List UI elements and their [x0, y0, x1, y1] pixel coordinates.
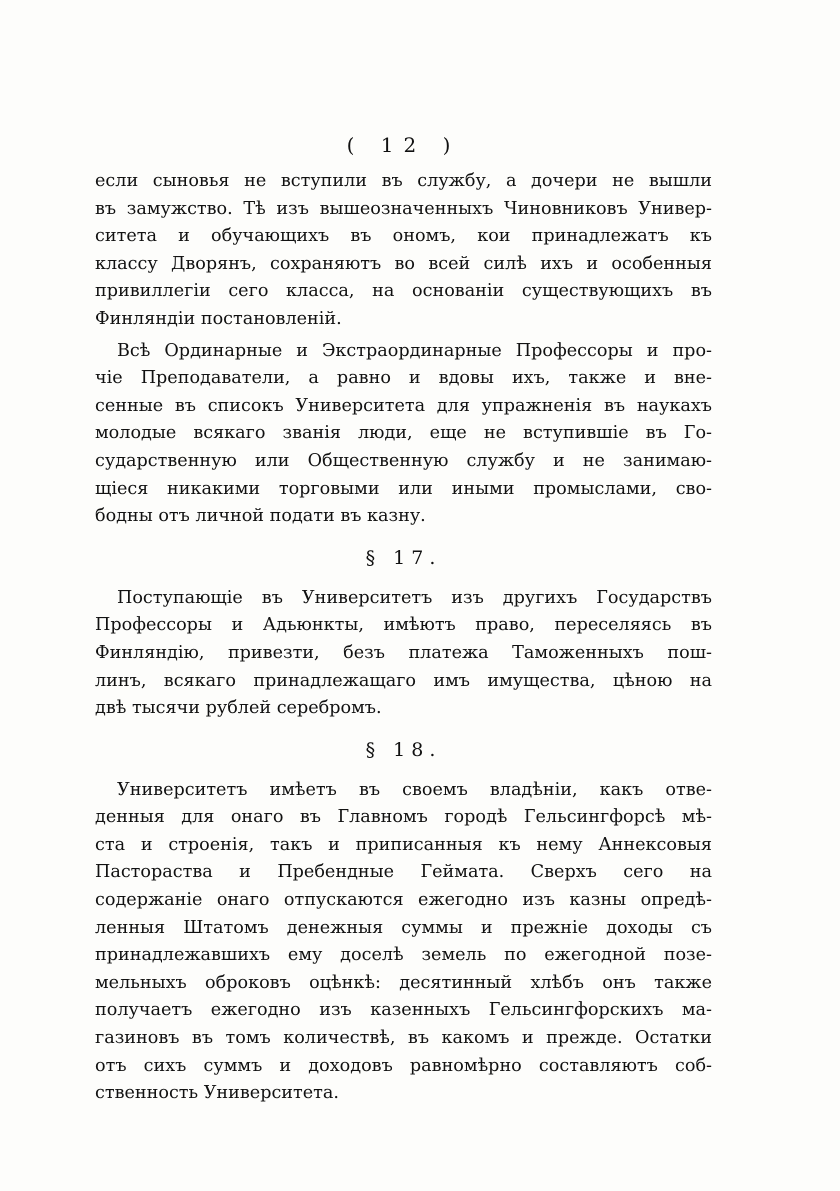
text-line: въ замужство. Тѣ изъ вышеозначенныхъ Чиновниковъ Универ-	[95, 198, 712, 219]
text-line: если сыновья не вступили въ службу, а дочери не вышли	[95, 171, 712, 191]
text-line: бодны отъ личной подати въ казну.	[95, 506, 426, 527]
text-line: Всѣ Ординарные и Экстраординарные Профессоры и про-	[117, 340, 712, 361]
text-line: ственность Университета.	[95, 1083, 339, 1104]
text-line: линъ, всякаго принадлежащаго имъ имущества, цѣною на	[95, 670, 712, 691]
paragraph-section-17	[95, 585, 712, 723]
text-line: двѣ тысячи рублей серебромъ.	[95, 698, 382, 719]
text-line: получаетъ ежегодно изъ казенныхъ Гельсингфорскихъ ма-	[95, 1000, 712, 1021]
paragraph-continuation	[95, 168, 712, 334]
text-line: сударственную или Общественную службу и не занимаю-	[95, 450, 712, 471]
text-line: Университетъ имѣетъ въ своемъ владѣніи, какъ отве-	[117, 779, 712, 800]
text-line: Финляндію, привезти, безъ платежа Таможенныхъ пош-	[95, 642, 712, 663]
page-number: ( 12 )	[346, 133, 461, 157]
text-line: принадлежавшихъ ему доселѣ земель по ежегодной позе-	[95, 945, 712, 966]
text-line: щіеся никакими торговыми или иными промыслами, сво-	[95, 478, 712, 499]
text-line: отъ сихъ суммъ и доходовъ равномѣрно составляютъ соб-	[95, 1055, 712, 1076]
text-line: денныя для онаго въ Главномъ городѣ Гельсингфорсѣ мѣ-	[95, 807, 712, 828]
paragraph-section-18	[95, 777, 712, 1108]
text-line: ситета и обучающихъ въ ономъ, кои принадлежатъ къ	[95, 226, 712, 247]
text-line: ленныя Штатомъ денежныя суммы и прежніе доходы съ	[95, 917, 712, 938]
text-line: газиновъ въ томъ количествѣ, въ какомъ и прежде. Остатки	[95, 1028, 712, 1049]
section-heading-17: § 17.	[365, 546, 442, 569]
section-heading-18: § 18.	[365, 738, 442, 761]
text-line: чіе Преподаватели, а равно и вдовы ихъ, также и вне-	[95, 368, 712, 389]
text-line: мельныхъ оброковъ оцѣнкѣ: десятинный хлѣбъ онъ также	[95, 972, 712, 993]
text-line: Финляндіи постановленій.	[95, 308, 342, 329]
text-line: Пастораства и Пребендные Геймата. Сверхъ сего на	[95, 862, 712, 883]
text-line: привиллегіи сего класса, на основаніи существующихъ въ	[95, 281, 712, 302]
text-line: ста и строенія, такъ и приписанныя къ нему Аннексовыя	[95, 834, 712, 855]
text-line: классу Дворянъ, сохраняютъ во всей силѣ ихъ и особенныя	[95, 253, 712, 274]
paragraph-professors	[95, 338, 712, 531]
text-line: содержаніе онаго отпускаются ежегодно изъ казны опредѣ-	[95, 890, 712, 911]
text-line: Профессоры и Адьюнкты, имѣютъ право, переселяясь въ	[95, 615, 712, 636]
text-line: сенные въ списокъ Университета для упражненія въ наукахъ	[95, 395, 712, 416]
text-line: молодые всякаго званія люди, еще не вступившіе въ Го-	[95, 423, 712, 444]
text-line: Поступающіе въ Университетъ изъ другихъ Государствъ	[117, 587, 712, 608]
text-block	[95, 126, 712, 1108]
